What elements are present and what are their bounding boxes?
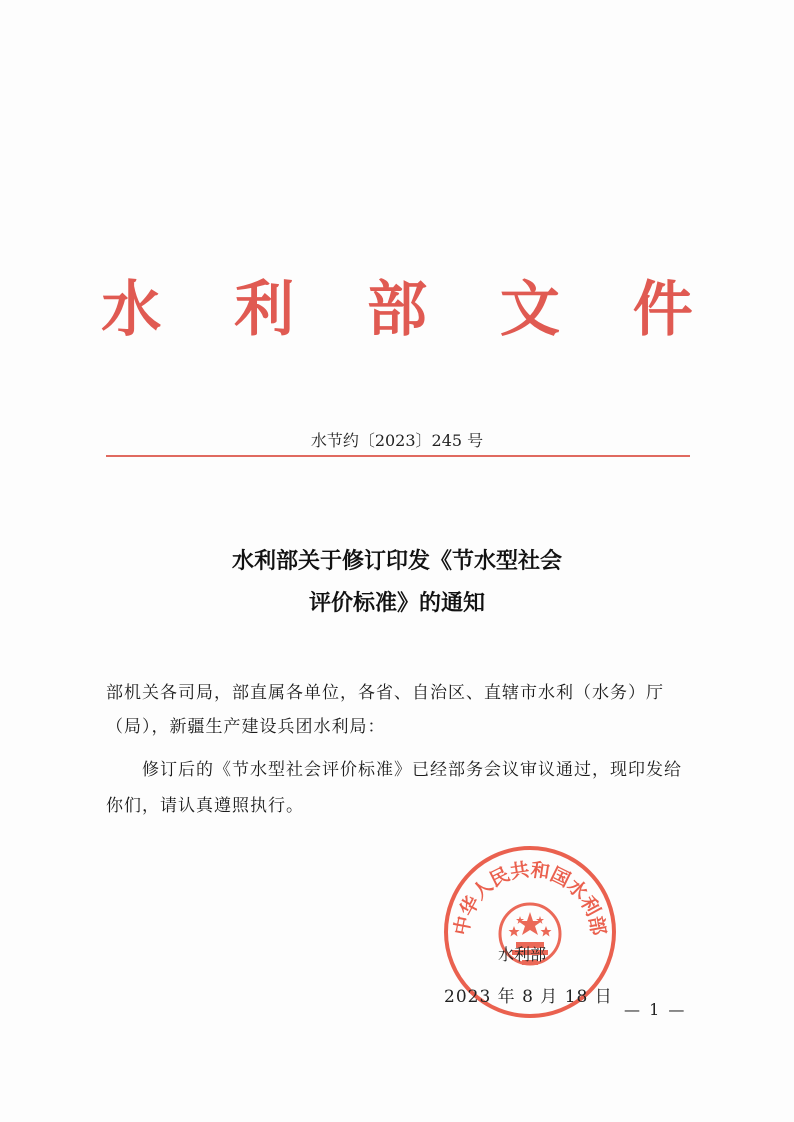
document-number: 水节约〔2023〕245 号	[310, 431, 484, 450]
page-number: — 1 —	[624, 1000, 687, 1019]
notice-title	[0, 540, 794, 624]
addressee-line-2: （局），新疆生产建设兵团水利局：	[106, 717, 386, 737]
addressee	[106, 676, 696, 744]
issue-date: 2023 年 8 月 18 日	[444, 987, 613, 1007]
addressee-line-1: 部机关各司局，部直属各单位，各省、自治区、直辖市水利（水务）厅	[106, 683, 664, 703]
notice-title-line-2: 评价标准》的通知	[308, 590, 485, 616]
header-divider	[106, 455, 690, 457]
notice-title-line-1: 水利部关于修订印发《节水型社会	[231, 548, 562, 574]
body-paragraph: 修订后的《节水型社会评价标准》已经部务会议审议通过，现印发给你们，请认真遵照执行。	[106, 760, 682, 816]
document-header-title: 水 利 部 文 件	[101, 275, 719, 345]
seal-text: 中华人民共和国水利部	[450, 858, 610, 938]
signer-name: 水利部	[498, 945, 547, 964]
